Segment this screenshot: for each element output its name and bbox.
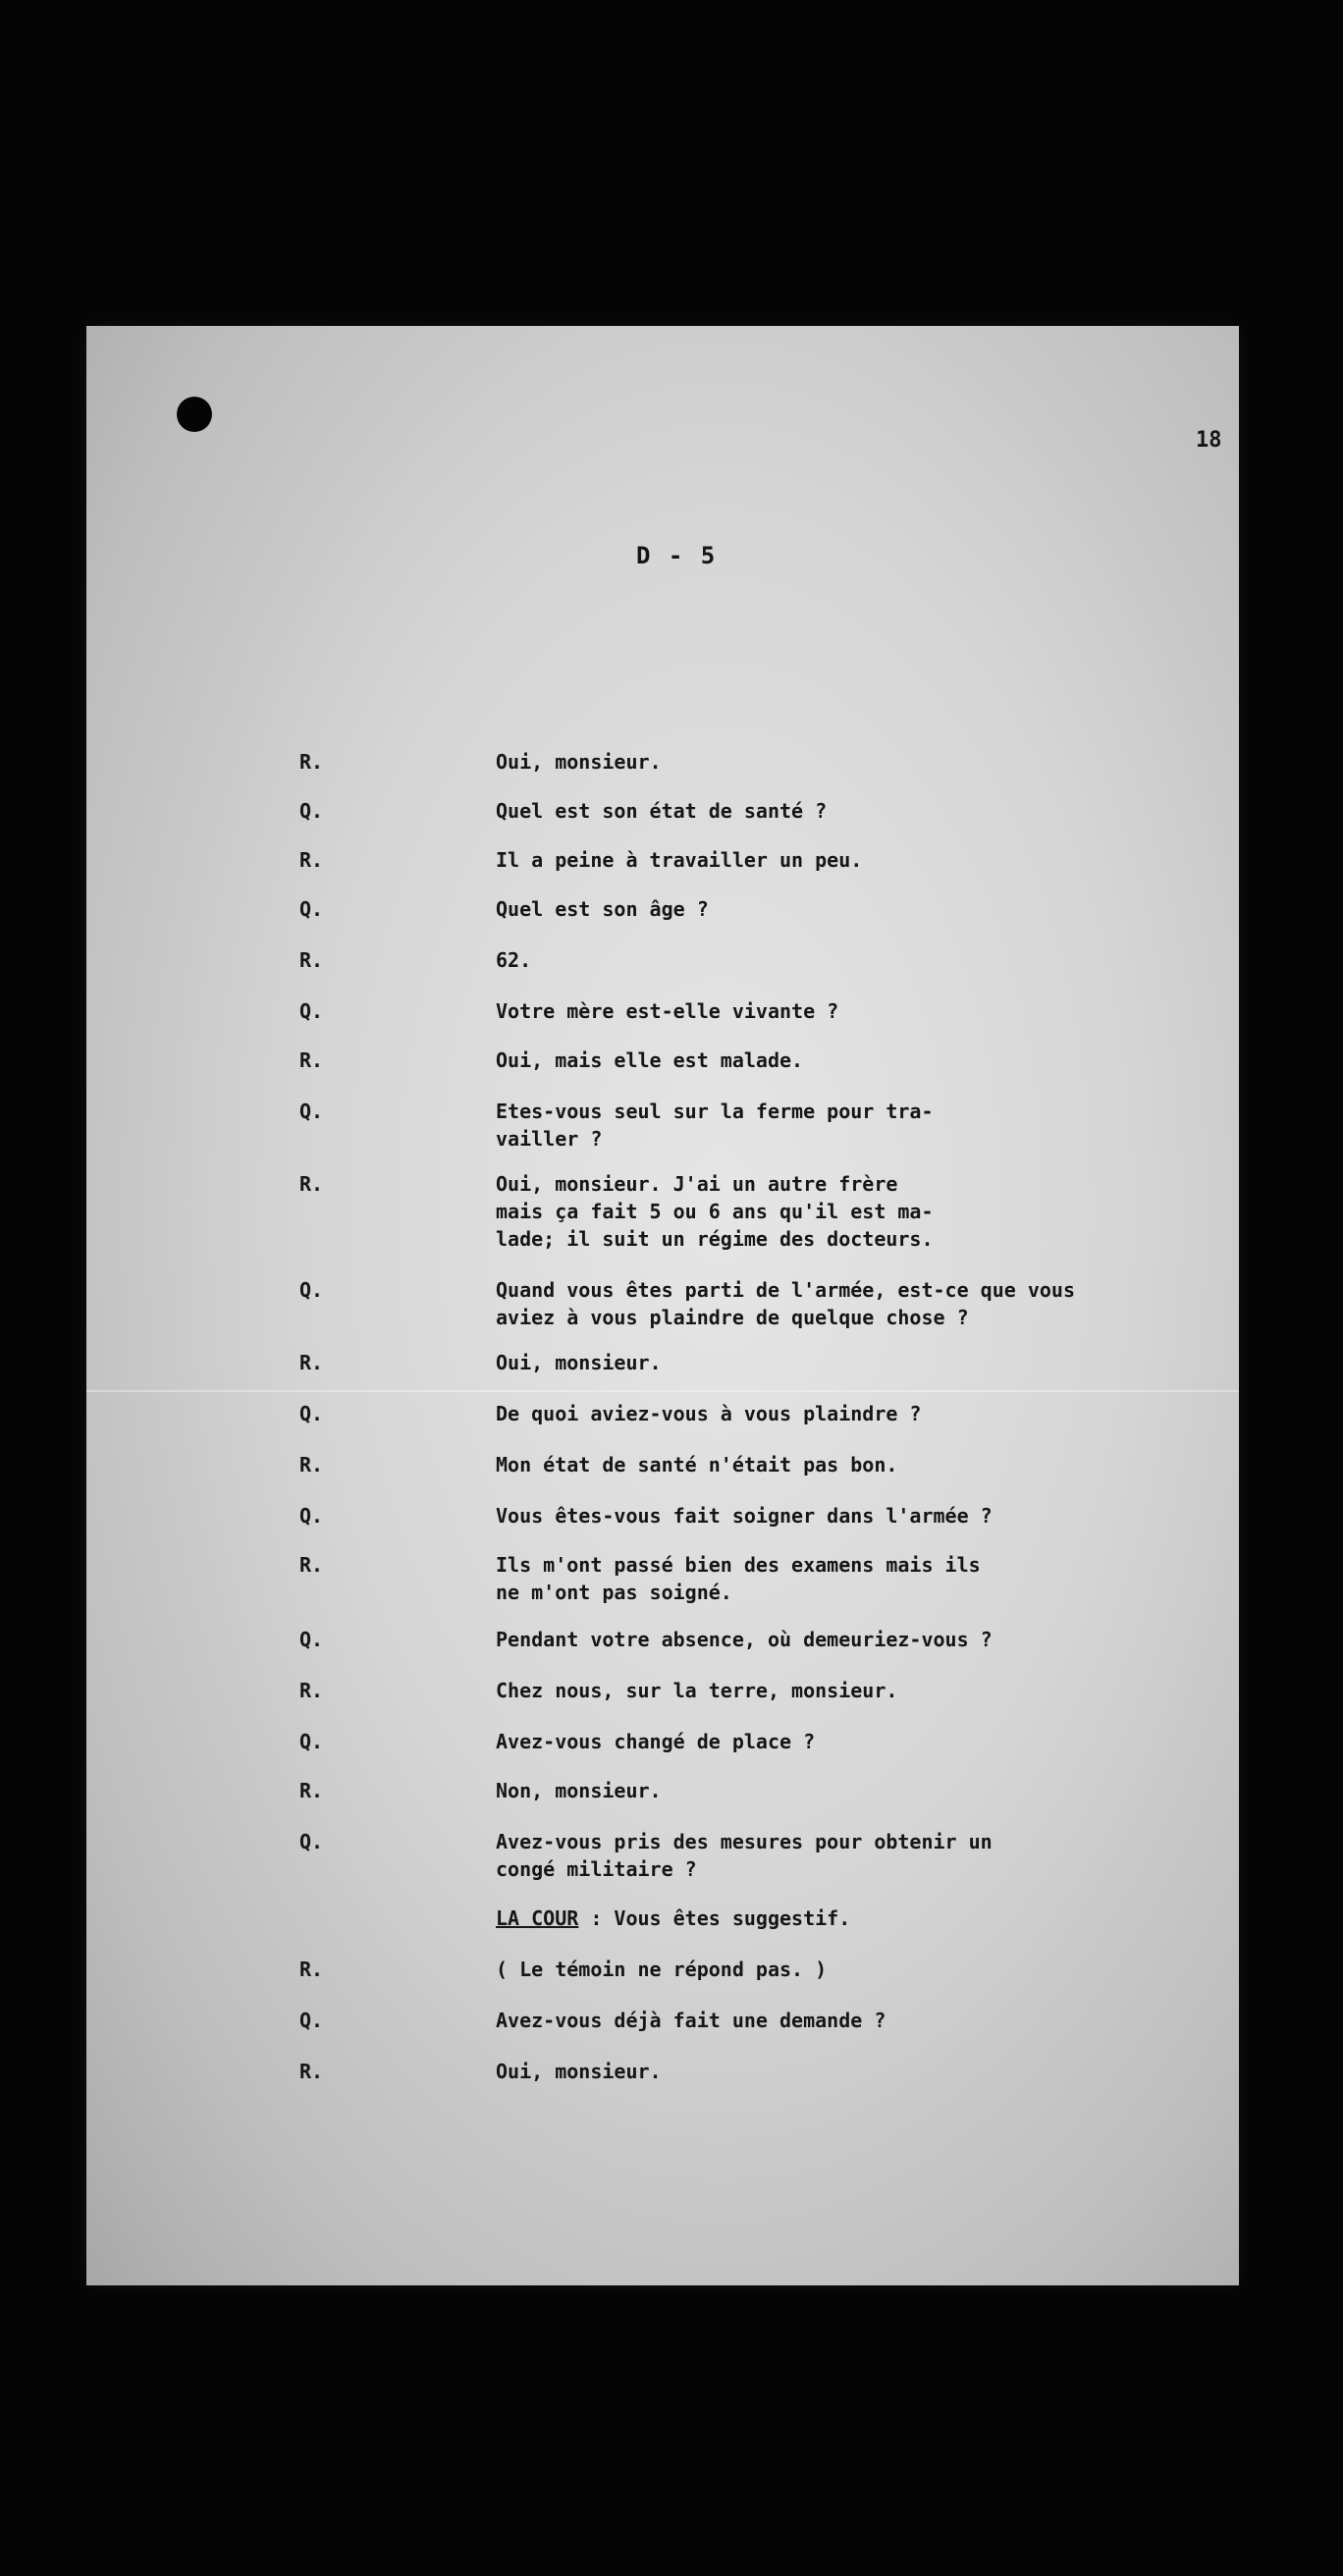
speaker-label: R.	[299, 1779, 324, 1802]
speaker-label: Q.	[299, 1830, 324, 1853]
page-fold-line	[86, 1390, 1239, 1392]
speaker-label: R.	[299, 848, 324, 872]
speaker-label: Q.	[299, 2009, 324, 2032]
speaker-label: R.	[299, 750, 324, 774]
speaker-label: Q.	[299, 999, 324, 1023]
entry-text: ( Le témoin ne répond pas. )	[496, 1958, 828, 1981]
entry-text: De quoi aviez-vous à vous plaindre ?	[496, 1402, 922, 1425]
entry-text: 62.	[496, 948, 532, 972]
entry-text: Avez-vous déjà fait une demande ?	[496, 2009, 886, 2032]
speaker-label: R.	[299, 1553, 324, 1577]
entry-text: Oui, monsieur.	[496, 1351, 662, 1374]
speaker-label: Q.	[299, 1100, 324, 1123]
speaker-label: R.	[299, 1679, 324, 1702]
speaker-label: Q.	[299, 1730, 324, 1753]
entry-text: Pendant votre absence, où demeuriez-vous ?	[496, 1628, 993, 1651]
entry-text: Quand vous êtes parti de l'armée, est-ce que vous aviez à vous plaindre de quelque chose ?	[496, 1278, 1076, 1329]
entry-text: Oui, monsieur.	[496, 2060, 662, 2083]
speaker-label: Q.	[299, 1278, 324, 1302]
speaker-label: R.	[299, 2060, 324, 2083]
entry-text: Etes-vous seul sur la ferme pour tra- vailler ?	[496, 1100, 934, 1151]
speaker-label: Q.	[299, 1504, 324, 1528]
entry-text: Votre mère est-elle vivante ?	[496, 999, 839, 1023]
entry-text: Quel est son état de santé ?	[496, 799, 828, 823]
entry-text: Non, monsieur.	[496, 1779, 662, 1802]
court-label: LA COUR	[496, 1906, 579, 1930]
speaker-label: Q.	[299, 799, 324, 823]
speaker-label: R.	[299, 1958, 324, 1981]
entry-text: Avez-vous pris des mesures pour obtenir un congé militaire ?	[496, 1830, 993, 1881]
speaker-label: Q.	[299, 1402, 324, 1425]
speaker-label: R.	[299, 1172, 324, 1196]
entry-text: Ils m'ont passé bien des examens mais ils ne m'ont pas soigné.	[496, 1553, 981, 1604]
entry-text: Mon état de santé n'était pas bon.	[496, 1453, 898, 1476]
speaker-label: R.	[299, 1351, 324, 1374]
speaker-label: Q.	[299, 1628, 324, 1651]
speaker-label: R.	[299, 1048, 324, 1072]
entry-text: Oui, mais elle est malade.	[496, 1048, 804, 1072]
entry-text: Oui, monsieur. J'ai un autre frère mais ça fait 5 ou 6 ans qu'il est ma- lade; il suit un régime des docteurs.	[496, 1172, 934, 1251]
entry-text: Il a peine à travailler un peu.	[496, 848, 863, 872]
court-remark-text: : Vous êtes suggestif.	[578, 1906, 851, 1930]
entry-text: Chez nous, sur la terre, monsieur.	[496, 1679, 898, 1702]
page-number: 18	[1196, 428, 1222, 453]
entry-text: Avez-vous changé de place ?	[496, 1730, 816, 1753]
punch-hole	[177, 397, 212, 432]
page-heading: D - 5	[636, 542, 718, 569]
speaker-label: Q.	[299, 897, 324, 921]
entry-text: Vous êtes-vous fait soigner dans l'armée ?	[496, 1504, 993, 1528]
entry-text: Quel est son âge ?	[496, 897, 709, 921]
speaker-label: R.	[299, 1453, 324, 1476]
entry-text: Oui, monsieur.	[496, 750, 662, 774]
speaker-label: R.	[299, 948, 324, 972]
